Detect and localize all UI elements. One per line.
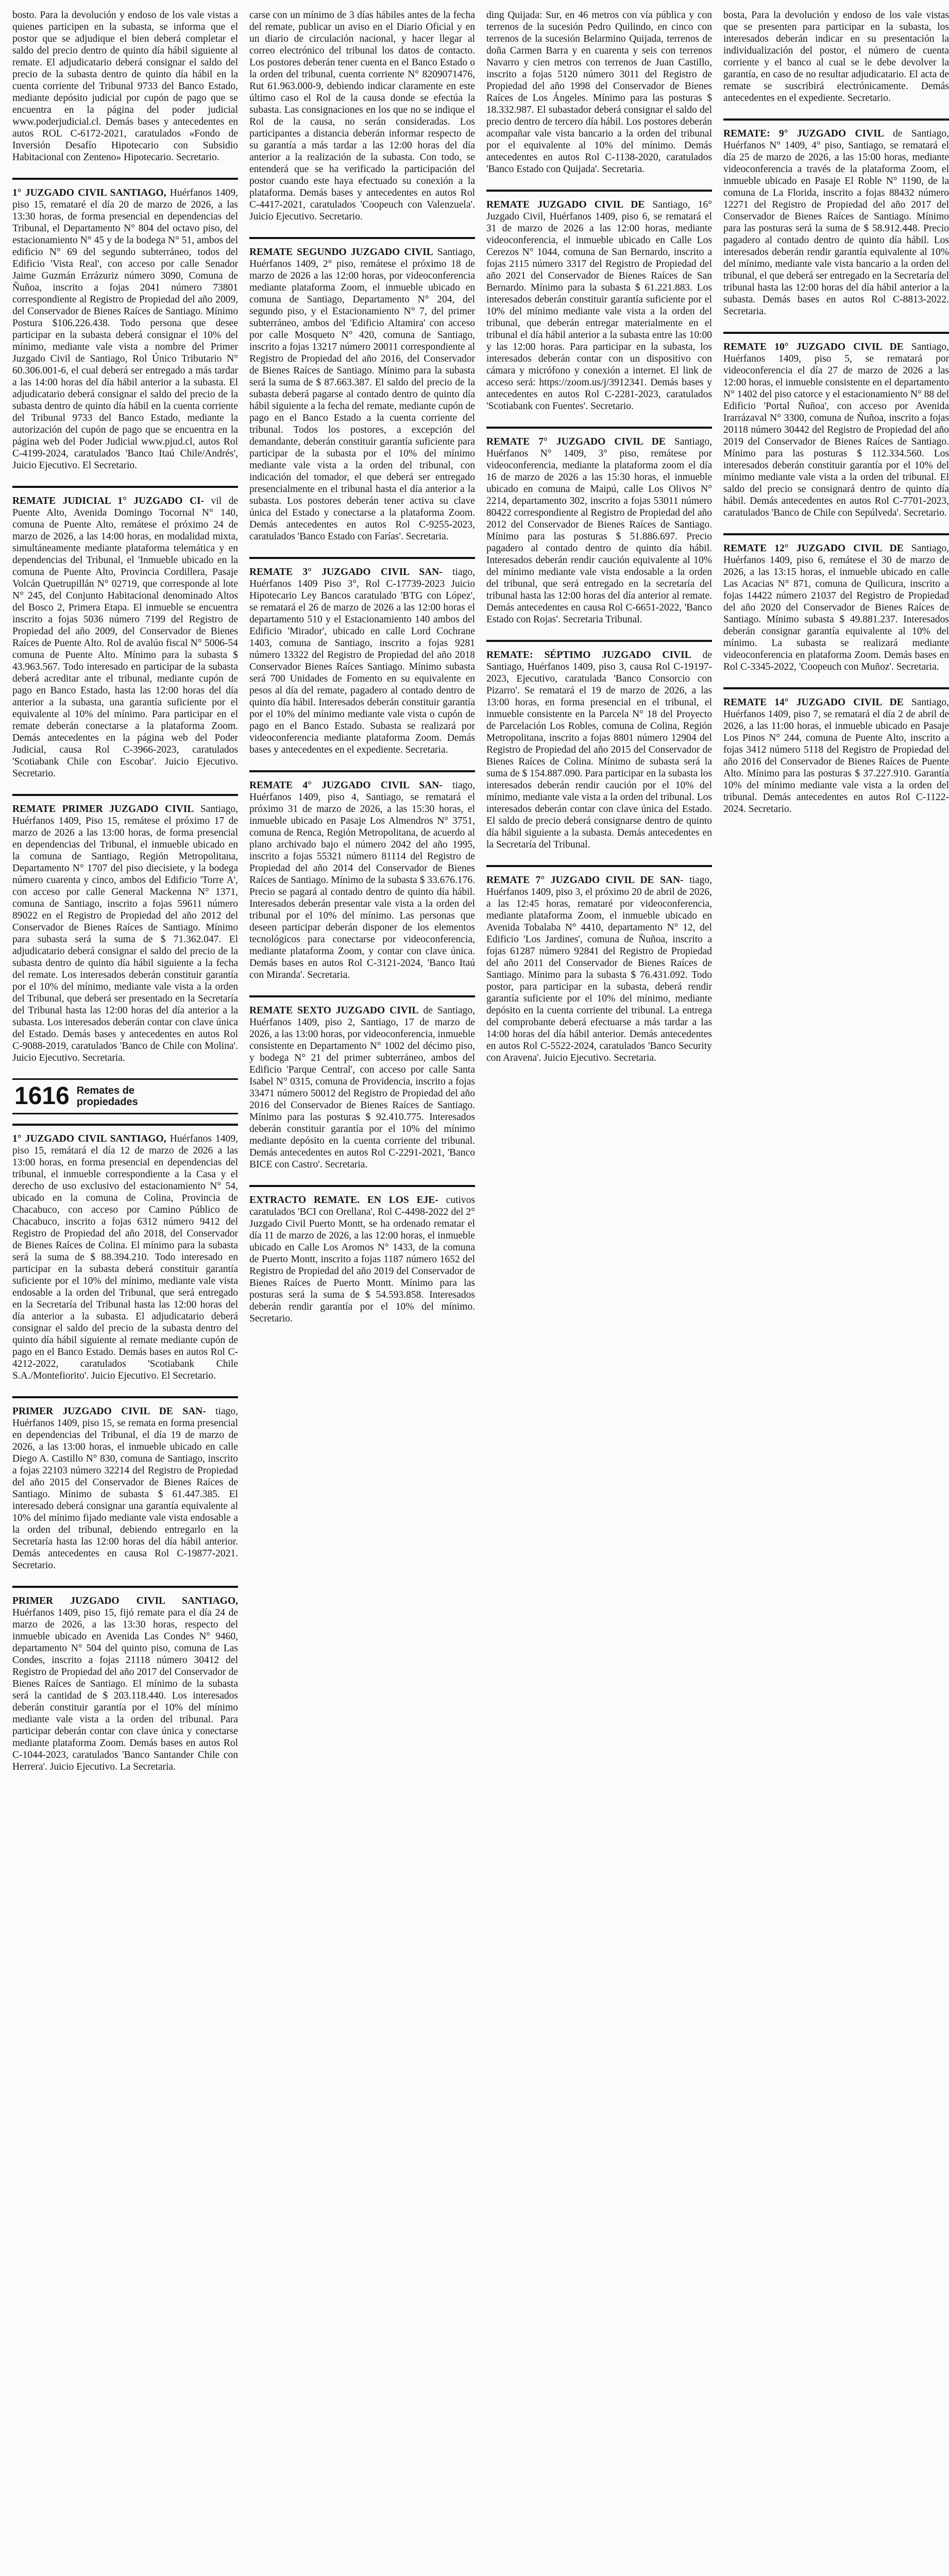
notice-heading: 1° JUZGADO CIVIL SANTIAGO,: [12, 188, 166, 198]
legal-notice: [723, 9, 949, 104]
notice-text: [723, 128, 949, 317]
notice-text: [249, 246, 475, 543]
notice-text: [12, 1405, 238, 1571]
column-4: [723, 9, 949, 2576]
legal-notice: [12, 9, 238, 163]
notice-text: [486, 649, 712, 851]
notice-body: de Santiago, Huérfanos 1409, piso 3, causa Rol C-19197-2023, Ejecutivo, caratulada 'Banco Consorcio con Pizarro'. Se rematará el 19 de marzo de 2026, a las 13:00 horas, en forma presencial en el tribunal, el inmueble consistente en la Parcela N° 18 del Proyecto de Parcelación Los Robles, comuna de Colina, Región Metropolitana, inscrito a fojas 8801 número 12904 del Registro de Propiedad del año 2015 del Conservador de Bienes Raíces de Colina. Mínimo de subasta será la suma de $ 154.887.090. Para participar en la subasta los interesados deberán rendir caución por el 10% del mínimo, mediante vale vista a la orden del tribunal. Los interesados deberán contar con clave única del Estado. El saldo de precio deberá consignarse dentro de quinto día hábil siguiente a la subasta. Demás antecedentes en la Secretaría del Tribunal.: [486, 650, 712, 850]
notice-text: [249, 1005, 475, 1171]
notice-heading: REMATE 7° JUZGADO CIVIL DE: [486, 436, 666, 447]
notice-text: [12, 1133, 238, 1382]
notice-heading: REMATE 12° JUZGADO CIVIL DE: [723, 543, 904, 554]
notice-divider: [12, 178, 238, 180]
notice-text: [12, 1595, 238, 1773]
notice-body: carse con un mínimo de 3 días hábiles antes de la fecha del remate, publicar un aviso en el Diario Oficial y en un diario de circulación nacional, y hacer llegar al correo electrónico del tribunal los datos de contacto. Los postores deberán tener cuenta en el Banco Estado o la orden del tribunal, cuenta corriente N° 8209071476, Rut 61.963.000-9, debiendo indicar claramente en este último caso el Rol de la causa donde se efectúa la subasta. Las consignaciones en los que no se indique el Rol de la causa, no serán consideradas. Los participantes a distancia deberán informar respecto de su garantía a más tardar a las 12:00 horas del día anterior a la realización de la subasta. Con todo, se entenderá que se ha verificado la participación del postor cuando este haya efectuado su conexión a la plataforma. Demás bases y antecedentes en autos Rol C-4417-2021, caratulados 'Coopeuch con Valenzuela'. Juicio Ejecutivo. Secretario.: [249, 10, 475, 222]
legal-notice: [723, 118, 949, 317]
notice-text: [486, 874, 712, 1064]
notice-heading: REMATE SEGUNDO JUZGADO CIVIL: [249, 247, 433, 258]
notice-text: [12, 9, 238, 163]
notice-body: de Santiago, Huérfanos N° 1409, 4° piso, Santiago, se rematará el día 25 de marzo de 2026, a las 15:00 horas, mediante videoconferencia a través de la plataforma Zoom, el inmueble ubicado en Pasaje El Roble N° 1190, de la comuna de La Florida, inscrito a fojas 88432 número 12271 del Registro de Propiedad del año 2017 del Conservador de Bienes Raíces de Santiago. Mínimo para las posturas será la suma de $ 58.912.448. Precio pagadero al contado dentro de quinto día hábil. Los interesados deberán rendir garantía equivalente al 10% del mínimo, mediante vale vista bancario a la orden del tribunal, el que deberá ser entregado en la Secretaría del tribunal hasta las 12:00 horas del día hábil anterior a la subasta. Demás bases en autos Rol C-8813-2022. Secretaria.: [723, 128, 949, 317]
notice-body: Santiago, Huérfanos 1409, Piso 15, remátese el próximo 17 de marzo de 2026 a las 13:00 horas, de forma presencial en dependencias del Tribunal, el inmueble ubicado en la comuna de Santiago, Región Metropolitana, Departamento N° 1707 del piso diecisiete, y la bodega número cuarenta y cinco, ambos del Edificio 'Torre A', con acceso por calle General Mackenna N° 1371, comuna de Santiago, inscrito a fojas 59611 número 89022 en el Registro de Propiedad del año 2012 del Conservador de Bienes Raíces de Santiago. Mínimo para subasta será la suma de $ 71.362.047. El adjudicatario deberá consignar el saldo del precio de la subasta dentro de quinto día hábil siguiente a la fecha del remate. Los interesados deberán constituir garantía por el 10% del mínimo, mediante vale vista a la orden del Tribunal, que deberá ser presentado en la Secretaría del Tribunal hasta las 12:00 horas del día anterior a la subasta. Los interesados deberán contar con clave única del Estado. Demás bases y antecedentes en autos Rol C-9088-2019, caratulados 'Banco de Chile con Molina'. Juicio Ejecutivo. Secretaria.: [12, 804, 239, 1063]
notice-body: tiago, Huérfanos 1409 Piso 3°, Rol C-17739-2023 Juicio Hipotecario Ley Bancos caratulado 'BTG con López', se rematará el 26 de marzo de 2026 a las 12:00 horas el departamento 510 y el Estacionamiento 140 ambos del Edificio 'Mirador', ubicado en calle Lord Cochrane 1403, comuna de Santiago, inscrito a fojas 9281 número 13322 del Registro de Propiedad del año 2018 Conservador Bienes Raíces Santiago. Mínimo subasta será 700 Unidades de Fomento en su equivalente en pesos al día del remate, pagadero al contado dentro de quinto día hábil. Interesados deberán constituir garantía por el 10% del mínimo mediante vale vista o cupón de pago en el Banco Estado. Subasta se realizará por videoconferencia mediante plataforma Zoom. Demás bases y antecedentes en el expediente. Secretaria.: [249, 567, 475, 755]
notice-text: [249, 779, 475, 981]
notice-heading: REMATE JUDICIAL 1° JUZGADO CI-: [12, 496, 205, 506]
notice-body: Santiago, Huérfanos N° 1409, 3° piso, remátese por videoconferencia, mediante la plataforma zoom el día 16 de marzo de 2026 a las 15:30 horas, el inmueble ubicado en comuna de Maipú, calle Los Olivos N° 2214, departamento 302, inscrito a fojas 53011 número 80422 correspondiente al Registro de Propiedad del año 2012 del Conservador de Bienes Raíces de Santiago. Mínimo para las posturas $ 51.886.697. Precio pagadero al contado dentro de quinto día hábil. Interesados deberán rendir caución equivalente al 10% del mínimo mediante vale vista endosable a la orden del tribunal, que será entregado en la secretaría del tribunal hasta las 12:00 horas del día anterior al remate. Demás antecedentes en causa Rol C-6651-2022, 'Banco Estado con Rojas'. Secretaria Tribunal.: [486, 436, 713, 625]
notice-body: bosta, Para la devolución y endoso de los vale vistas que se presenten para participar en la subasta, los interesados deberán indicar en su presentación la individualización del postor, el número de cuenta corriente y el banco al cual se le debe devolver la garantía, en caso de no resultar adjudicatario. El acta de remate se suscribirá electrónicamente. Demás antecedentes en el expediente. Secretario.: [723, 10, 949, 104]
notice-heading: REMATE 4° JUZGADO CIVIL SAN-: [249, 780, 443, 791]
legal-notice: [723, 687, 949, 815]
notice-divider: [12, 1124, 238, 1126]
notice-heading: REMATE: SÉPTIMO JUZGADO CIVIL: [486, 650, 691, 660]
notice-divider: [486, 427, 712, 429]
notice-body: Santiago, Huérfanos 1409, piso 6, remátese el 30 de marzo de 2026, a las 13:15 horas, el inmueble ubicado en calle Las Acacias N° 871, comuna de Quilicura, inscrito a fojas 14422 número 21037 del Registro de Propiedad del año 2020 del Conservador de Bienes Raíces de Santiago. Mínimo subasta $ 49.881.237. Interesados deberán consignar garantía equivalente al 10% del mínimo. La subasta se realizará mediante videoconferencia en plataforma Zoom. Demás bases en Rol C-3345-2022, 'Coopeuch con Muñoz'. Secretaria.: [723, 543, 949, 672]
notice-text: [486, 436, 712, 625]
notice-heading: EXTRACTO REMATE. EN LOS EJE-: [249, 1195, 438, 1206]
legal-notice: [249, 995, 475, 1171]
notice-divider: [249, 557, 475, 559]
notice-heading: REMATE SEXTO JUZGADO CIVIL: [249, 1005, 419, 1016]
rubric-number: 1616: [14, 1082, 70, 1110]
notice-divider: [486, 640, 712, 642]
notice-text: [249, 566, 475, 756]
notice-text: [249, 1194, 475, 1325]
legal-notice: [249, 9, 475, 223]
notice-heading: PRIMER JUZGADO CIVIL DE SAN-: [12, 1406, 206, 1417]
legal-notice: [486, 865, 712, 1064]
notice-text: [486, 199, 712, 412]
notice-text: [12, 187, 238, 471]
notice-body: de Santiago, Huérfanos 1409, piso 2, Santiago, 17 de marzo de 2026, a las 13:00 horas, por videoconferencia, inmueble consistente en Departamento N° 1002 del décimo piso, y bodega N° 21 del primer subterráneo, ambos del Edificio 'Parque Central', con acceso por calle Santa Isabel N° 0315, comuna de Providencia, inscrito a fojas 33471 número 50012 del Registro de Propiedad del año 2016 del Conservador de Bienes Raíces de Santiago. Mínimo para las posturas $ 92.410.775. Interesados deberán constituir garantía por el 10% del mínimo mediante depósito en la cuenta corriente del tribunal. Demás antecedentes en autos Rol C-2291-2021, 'Banco BICE con Castro'. Secretaria.: [249, 1005, 475, 1170]
notice-divider: [486, 190, 712, 192]
notice-divider: [12, 1396, 238, 1398]
notice-body: tiago, Huérfanos 1409, piso 4, Santiago, se rematará el próximo 31 de marzo de 2026, a las 15:30 horas, el inmueble ubicado en Pasaje Los Almendros N° 3751, comuna de Renca, Región Metropolitana, de acuerdo al plano archivado bajo el número 2042 del año 1995, inscrito a fojas 55321 número 81114 del Registro de Propiedad del año 2014 del Conservador de Bienes Raíces de Santiago. Mínimo de la subasta $ 33.676.176. Precio se pagará al contado dentro de quinto día hábil. Interesados deberán presentar vale vista a la orden del tribunal por el 10% del mínimo. Las personas que deseen participar deberán disponer de los elementos tecnológicos para conectarse por videoconferencia, mediante plataforma Zoom, y contar con clave única. Demás bases en autos Rol C-3121-2024, 'Banco Itaú con Miranda'. Secretaria.: [249, 780, 475, 980]
notice-body: Santiago, Huérfanos 1409, 2° piso, remátese el próximo 18 de marzo de 2026 a las 12:00 horas, por videoconferencia mediante plataforma Zoom, el inmueble ubicado en comuna de Santiago, Departamento N° 204, del segundo piso, y el Estacionamiento N° 7, del primer subterráneo, ambos del 'Edificio Altamira' con acceso por calle Mosqueto N° 420, comuna de Santiago, inscrito a fojas 13217 número 20011 correspondiente al Registro de Propiedad del año 2016, del Conservador de Bienes Raíces de Santiago. Mínimo para la subasta será la suma de $ 87.663.387. El saldo del precio de la subasta deberá pagarse al contado dentro de quinto día hábil siguiente a la fecha del remate, mediante cupón de pago en el Banco Estado a la cuenta corriente del tribunal. Todos los postores, a excepción del demandante, deberán constituir garantía suficiente para participar de la subasta por el 10% del mínimo mediante vale vista a la orden del tribunal, con indicación del tomador, el que deberá ser entregado presencialmente en el tribunal hasta el día anterior a la subasta. Los postores deberán tener activa su clave única del Estado y conectarse a la plataforma Zoom. Demás antecedentes en autos Rol C-9255-2023, caratulados 'Banco Estado con Farías'. Secretaria.: [249, 247, 475, 542]
notice-divider: [723, 687, 949, 689]
notice-divider: [486, 865, 712, 867]
notice-heading: PRIMER JUZGADO CIVIL SANTIAGO,: [12, 1596, 238, 1606]
column-3: [486, 9, 712, 2576]
notice-body: Huérfanos 1409, piso 15, remátará el día 12 de marzo de 2026 a las 13:00 horas, en forma presencial en dependencias del tribunal, el inmueble correspondiente a la Casa y el derecho de uso exclusivo del estacionamiento N° 54, ubicado en la comuna de Colina, Provincia de Chacabuco, con acceso por Camino Público de Chacabuco, inscrito a fojas 6312 número 9412 del Registro de Propiedad del año 2018, del Conservador de Bienes Raíces de Colina. El mínimo para la subasta será la suma de $ 88.394.210. Todo interesado en participar en la subasta deberá constituir garantía suficiente por el 10% del mínimo, mediante vale vista endosable a la orden del Tribunal, que será entregado en la Secretaría del Tribunal hasta las 12:00 horas del día anterior a la subasta. El adjudicatario deberá consignar el saldo del precio de la subasta dentro del quinto día hábil siguiente al remate mediante cupón de pago en el Banco Estado. Demás bases en autos Rol C-4212-2022, caratulados 'Scotiabank Chile S.A./Montefiorito'. Juicio Ejecutivo. El Secretario.: [12, 1133, 238, 1381]
legal-notice: [12, 1396, 238, 1571]
legal-notice: [12, 486, 238, 779]
legal-notice: [12, 1124, 238, 1382]
notice-body: Santiago, 16° Juzgado Civil, Huérfanos 1409, piso 6, se rematará el 31 de marzo de 2026 a las 12:00 horas, mediante videoconferencia, el inmueble ubicado en Calle Los Cerezos N° 1044, comuna de San Bernardo, inscrito a fojas 2115 número 3317 del Registro de Propiedad del año 2021 del Conservador de Bienes Raíces de San Bernardo. Mínimo para la subasta $ 61.221.883. Los interesados deberán constituir garantía suficiente por el 10% del mínimo mediante vale vista a la orden del tribunal, que deberán entregar materialmente en el tribunal el día hábil anterior a la subasta entre las 10:00 y las 12:00 horas. Para participar en la subasta, los interesados deberán contar con un dispositivo con cámara y micrófono y conexión a internet. El link de acceso será: https://zoom.us/j/3912341. Demás bases y antecedentes en autos Rol C-2281-2023, caratulados 'Scotiabank con Fuentes'. Secretario.: [486, 199, 713, 412]
notice-body: cutivos caratulados 'BCI con Orellana', Rol C-4498-2022 del 2° Juzgado Civil Puerto Montt, se ha ordenado rematar el día 11 de marzo de 2026, a las 12:00 horas, el inmueble ubicado en Calle Los Aromos N° 1433, de la comuna de Puerto Montt, inscrito a fojas 1187 número 1652 del Registro de Propiedad del año 2019 del Conservador de Bienes Raíces de Puerto Montt. Mínimo para las posturas será la suma de $ 54.593.858. Interesados deberán rendir garantía por el 10% del mínimo. Secretario.: [249, 1195, 476, 1324]
legal-notice: [486, 190, 712, 412]
notice-body: ding Quijada: Sur, en 46 metros con vía pública y con terrenos de la sucesión Pedro Quilindo, en cinco con terrenos de la sucesión Belarmino Quijada, terrenos de doña Carmen Barra y en cuarenta y seis con terrenos Navarro y cien metros con terrenos de Juan Castillo, inscrito a fojas 5120 número 3011 del Registro de Propiedad del año 1998 del Conservador de Bienes Raíces de Los Ángeles. Mínimo para las posturas $ 18.332.987. El subastador deberá consignar el saldo del precio dentro de tercero día hábil. Los postores deberán acompañar vale vista bancario a la orden del tribunal por el equivalente al 10% del mínimo. Demás antecedentes en autos Rol C-1138-2020, caratulados 'Banco Estado con Quijada'. Secretaria.: [486, 10, 712, 175]
legal-notice: [12, 1586, 238, 1773]
notice-heading: REMATE 10° JUZGADO CIVIL DE: [723, 342, 904, 352]
notice-divider: [249, 995, 475, 997]
section-rubric: [12, 1078, 238, 1114]
notice-heading: REMATE 7° JUZGADO CIVIL DE SAN-: [486, 875, 684, 886]
notice-body: Santiago, Huérfanos 1409, piso 5, se rematará por videoconferencia el día 27 de marzo de 2026 a las 12:00 horas, el inmueble consistente en el departamento N° 1402 del piso catorce y el estacionamiento N° 88 del Edificio 'Portal Ñuñoa', con acceso por Avenida Irarrázaval N° 3300, comuna de Ñuñoa, inscrito a fojas 20118 número 30442 del Registro de Propiedad del año 2019 del Conservador de Bienes Raíces de Santiago. Mínimo para las posturas $ 112.334.560. Los interesados deberán constituir garantía por el 10% del mínimo mediante vale vista a la orden del tribunal. El saldo del precio se consignará dentro de quinto día hábil. Demás antecedentes en autos Rol C-7701-2023, caratulados 'Banco de Chile con Sepúlveda'. Secretario.: [723, 342, 949, 518]
notice-divider: [12, 1586, 238, 1588]
legal-notice: [249, 237, 475, 543]
legal-notice: [486, 640, 712, 851]
legal-notice: [249, 557, 475, 756]
notice-divider: [723, 118, 949, 121]
notice-divider: [12, 794, 238, 796]
legal-notice: [723, 332, 949, 519]
rubric-label: Remates de propiedades: [76, 1085, 138, 1108]
notice-body: tiago, Huérfanos 1409, piso 15, se remata en forma presencial en dependencias del Tribunal, el día 19 de marzo de 2026, a las 13:00 horas, el inmueble ubicado en calle Diego A. Castillo N° 830, comuna de Santiago, inscrito a fojas 22103 número 32214 del Registro de Propiedad del año 2015 del Conservador de Bienes Raíces de Santiago. Mínimo de subasta $ 61.447.385. El interesado deberá consignar una garantía equivalente al 10% del mínimo fijado mediante vale vista endosable a la orden del tribunal, debiendo entregarlo en la Secretaría hasta las 12:00 horas del día hábil anterior. Demás antecedentes en causa Rol C-19877-2021. Secretario.: [12, 1406, 239, 1571]
notice-body: vil de Puente Alto, Avenida Domingo Tocornal N° 140, comuna de Puente Alto, remátese el próximo 24 de marzo de 2026, a las 14:00 horas, en modalidad mixta, simultáneamente mediante plataforma telemática y en dependencias del Tribunal, el 'Inmueble ubicado en la comuna de Puente Alto, Provincia Cordillera, Pasaje Volcán Quetrupillán N° 02719, que corresponde al lote N° 245, del Conjunto Habitacional denominado Altos del Bosco 2, Primera Etapa. El inmueble se encuentra inscrito a fojas 5036 número 7199 del Registro de Propiedad del año 2009, del Conservador de Bienes Raíces de Puente Alto. Rol de avalúo fiscal N° 5006-54 comuna de Puente Alto. Mínimo para la subasta $ 43.963.567. Todo interesado en participar de la subasta deberá acreditar ante el tribunal, mediante cupón de pago en Banco Estado, hasta las 12:00 horas del día anterior a la subasta, una garantía suficiente por el equivalente al 10% del mínimo. Para participar en el remate deberán conectarse a la plataforma Zoom. Demás antecedentes en la página web del Poder Judicial, causa Rol C-3966-2023, caratulados 'Scotiabank Chile con Escobar'. Juicio Ejecutivo. Secretario.: [12, 496, 238, 779]
legal-notice: [723, 533, 949, 673]
notice-divider: [723, 332, 949, 334]
notice-body: Huérfanos 1409, piso 15, fijó remate para el día 24 de marzo de 2026, a las 13:30 horas, respecto del inmueble ubicado en Avenida Las Condes N° 9460, departamento N° 504 del quinto piso, comuna de Las Condes, inscrito a fojas 21118 número 30412 del Registro de Propiedad del año 2017 del Conservador de Bienes Raíces de Santiago. El mínimo de la subasta será la cantidad de $ 203.118.440. Los interesados deberán constituir garantía por el 10% del mínimo mediante vale vista a la orden del tribunal. Para participar deberán contar con clave única y conectarse mediante plataforma Zoom. Demás bases en autos Rol C-1044-2023, caratulados 'Banco Santander Chile con Herrera'. Juicio Ejecutivo. La Secretaria.: [12, 1607, 238, 1772]
notice-divider: [249, 770, 475, 772]
notice-divider: [12, 486, 238, 488]
notice-divider: [249, 237, 475, 239]
notice-text: [12, 495, 238, 779]
notice-body: tiago, Huérfanos 1409, piso 3, el próximo 20 de abril de 2026, a las 12:45 horas, remataré por videoconferencia, mediante plataforma Zoom, el inmueble ubicado en Avenida Tobalaba N° 4410, departamento N° 12, del Edificio 'Los Jardines', comuna de Ñuñoa, inscrito a fojas 61287 número 92841 del Registro de Propiedad del año 2011 del Conservador de Bienes Raíces de Santiago. Mínimo para la subasta $ 76.431.092. Todo postor, para participar en la subasta, deberá rendir garantía suficiente por el 10% del mínimo, mediante depósito en la cuenta corriente del tribunal. La entrega del comprobante deberá efectuarse a más tardar a las 14:00 horas del día hábil anterior. Demás antecedentes en autos Rol C-5522-2024, caratulados 'Banco Security con Aravena'. Juicio Ejecutivo. Secretaria.: [486, 875, 712, 1063]
notice-heading: REMATE: 9° JUZGADO CIVIL: [723, 128, 884, 139]
legal-notice: [12, 794, 238, 1064]
column-1: [12, 9, 238, 2576]
legal-notice: [249, 1185, 475, 1325]
notice-text: [12, 803, 238, 1064]
notice-body: bosto. Para la devolución y endoso de los vale vistas a quienes participen en la subasta, se informa que el postor que se adjudique el bien deberá completar el saldo del precio dentro de quinto día hábil siguiente al remate. El adjudicatario deberá consignar el saldo del precio de la subasta dentro de quinto día hábil en la cuenta corriente del Tribunal 9733 del Banco Estado, mediante depósito judicial por cupón de pago que se encuentra en la página del poder judicial www.poderjudicial.cl. Demás bases y antecedentes en autos ROL C-6172-2021, caratulados «Fondo de Inversión Desafío Hipotecario con Subsidio Habitacional con Zenteno» Hipotecario. Secretario.: [12, 10, 238, 163]
notice-text: [249, 9, 475, 223]
notice-text: [723, 543, 949, 673]
legal-notice: [486, 427, 712, 625]
notice-text: [723, 697, 949, 815]
legal-notice: [12, 178, 238, 471]
legal-notice: [486, 9, 712, 175]
notice-heading: REMATE 3° JUZGADO CIVIL SAN-: [249, 567, 443, 578]
notice-text: [486, 9, 712, 175]
legal-notice: [249, 770, 475, 981]
notice-heading: REMATE 14° JUZGADO CIVIL DE: [723, 697, 904, 708]
notice-text: [723, 341, 949, 519]
notice-body: Huérfanos 1409, piso 15, remataré el día 20 de marzo de 2026, a las 13:30 horas, de forma presencial en dependencias del Tribunal, el Departamento N° 804 del octavo piso, del estacionamiento N° 45 y de la bodega N° 51, ambos del edificio N° 69 del segundo subterráneo, todos del Edificio 'Vista Real', con acceso por calle Senador Jaime Guzmán Errázuriz número 3090, Comuna de Ñuñoa, inscrito a fojas 2041 número 73801 correspondiente al Registro de Propiedad del año 2009, del Conservador de Bienes Raíces de Santiago. Mínimo Postura $106.226.438. Todo persona que desee participar en la subasta deberá consignar el 10% del mínimo, mediante vale vista a nombre del Primer Juzgado Civil de Santiago, Rol Único Tributario N° 60.306.001-6, el cual deberá ser entregado a más tardar a las 14:00 horas del día hábil anterior a la subasta. El adjudicatario deberá consignar el saldo del precio de la subasta dentro de quinto día hábil en la cuenta corriente del Tribunal 9733 del Banco Estado, mediante la autorización del cupón de pago que se encuentra en la página web del Poder Judicial www.pjud.cl, autos Rol C-4199-2024, caratulados 'Banco Itaú Chile/Andrés', Juicio Ejecutivo. El Secretario.: [12, 188, 238, 471]
notice-body: Santiago, Huérfanos 1409, piso 7, se rematará el día 2 de abril de 2026, a las 11:00 horas, el inmueble ubicado en Pasaje Los Pinos N° 244, comuna de Puente Alto, inscrito a fojas 3412 número 5118 del Registro de Propiedad del año 2016 del Conservador de Bienes Raíces de Puente Alto. Mínimo para las posturas $ 37.227.910. Garantía 10% del mínimo mediante vale vista a la orden del tribunal. Demás antecedentes en autos Rol C-1122-2024. Secretario.: [723, 697, 949, 815]
notice-heading: 1° JUZGADO CIVIL SANTIAGO,: [12, 1133, 166, 1144]
notice-divider: [723, 533, 949, 535]
notice-divider: [249, 1185, 475, 1187]
notice-text: [723, 9, 949, 104]
notice-heading: REMATE JUZGADO CIVIL DE: [486, 199, 645, 210]
column-2: [249, 9, 475, 2576]
notice-heading: REMATE PRIMER JUZGADO CIVIL: [12, 804, 194, 815]
